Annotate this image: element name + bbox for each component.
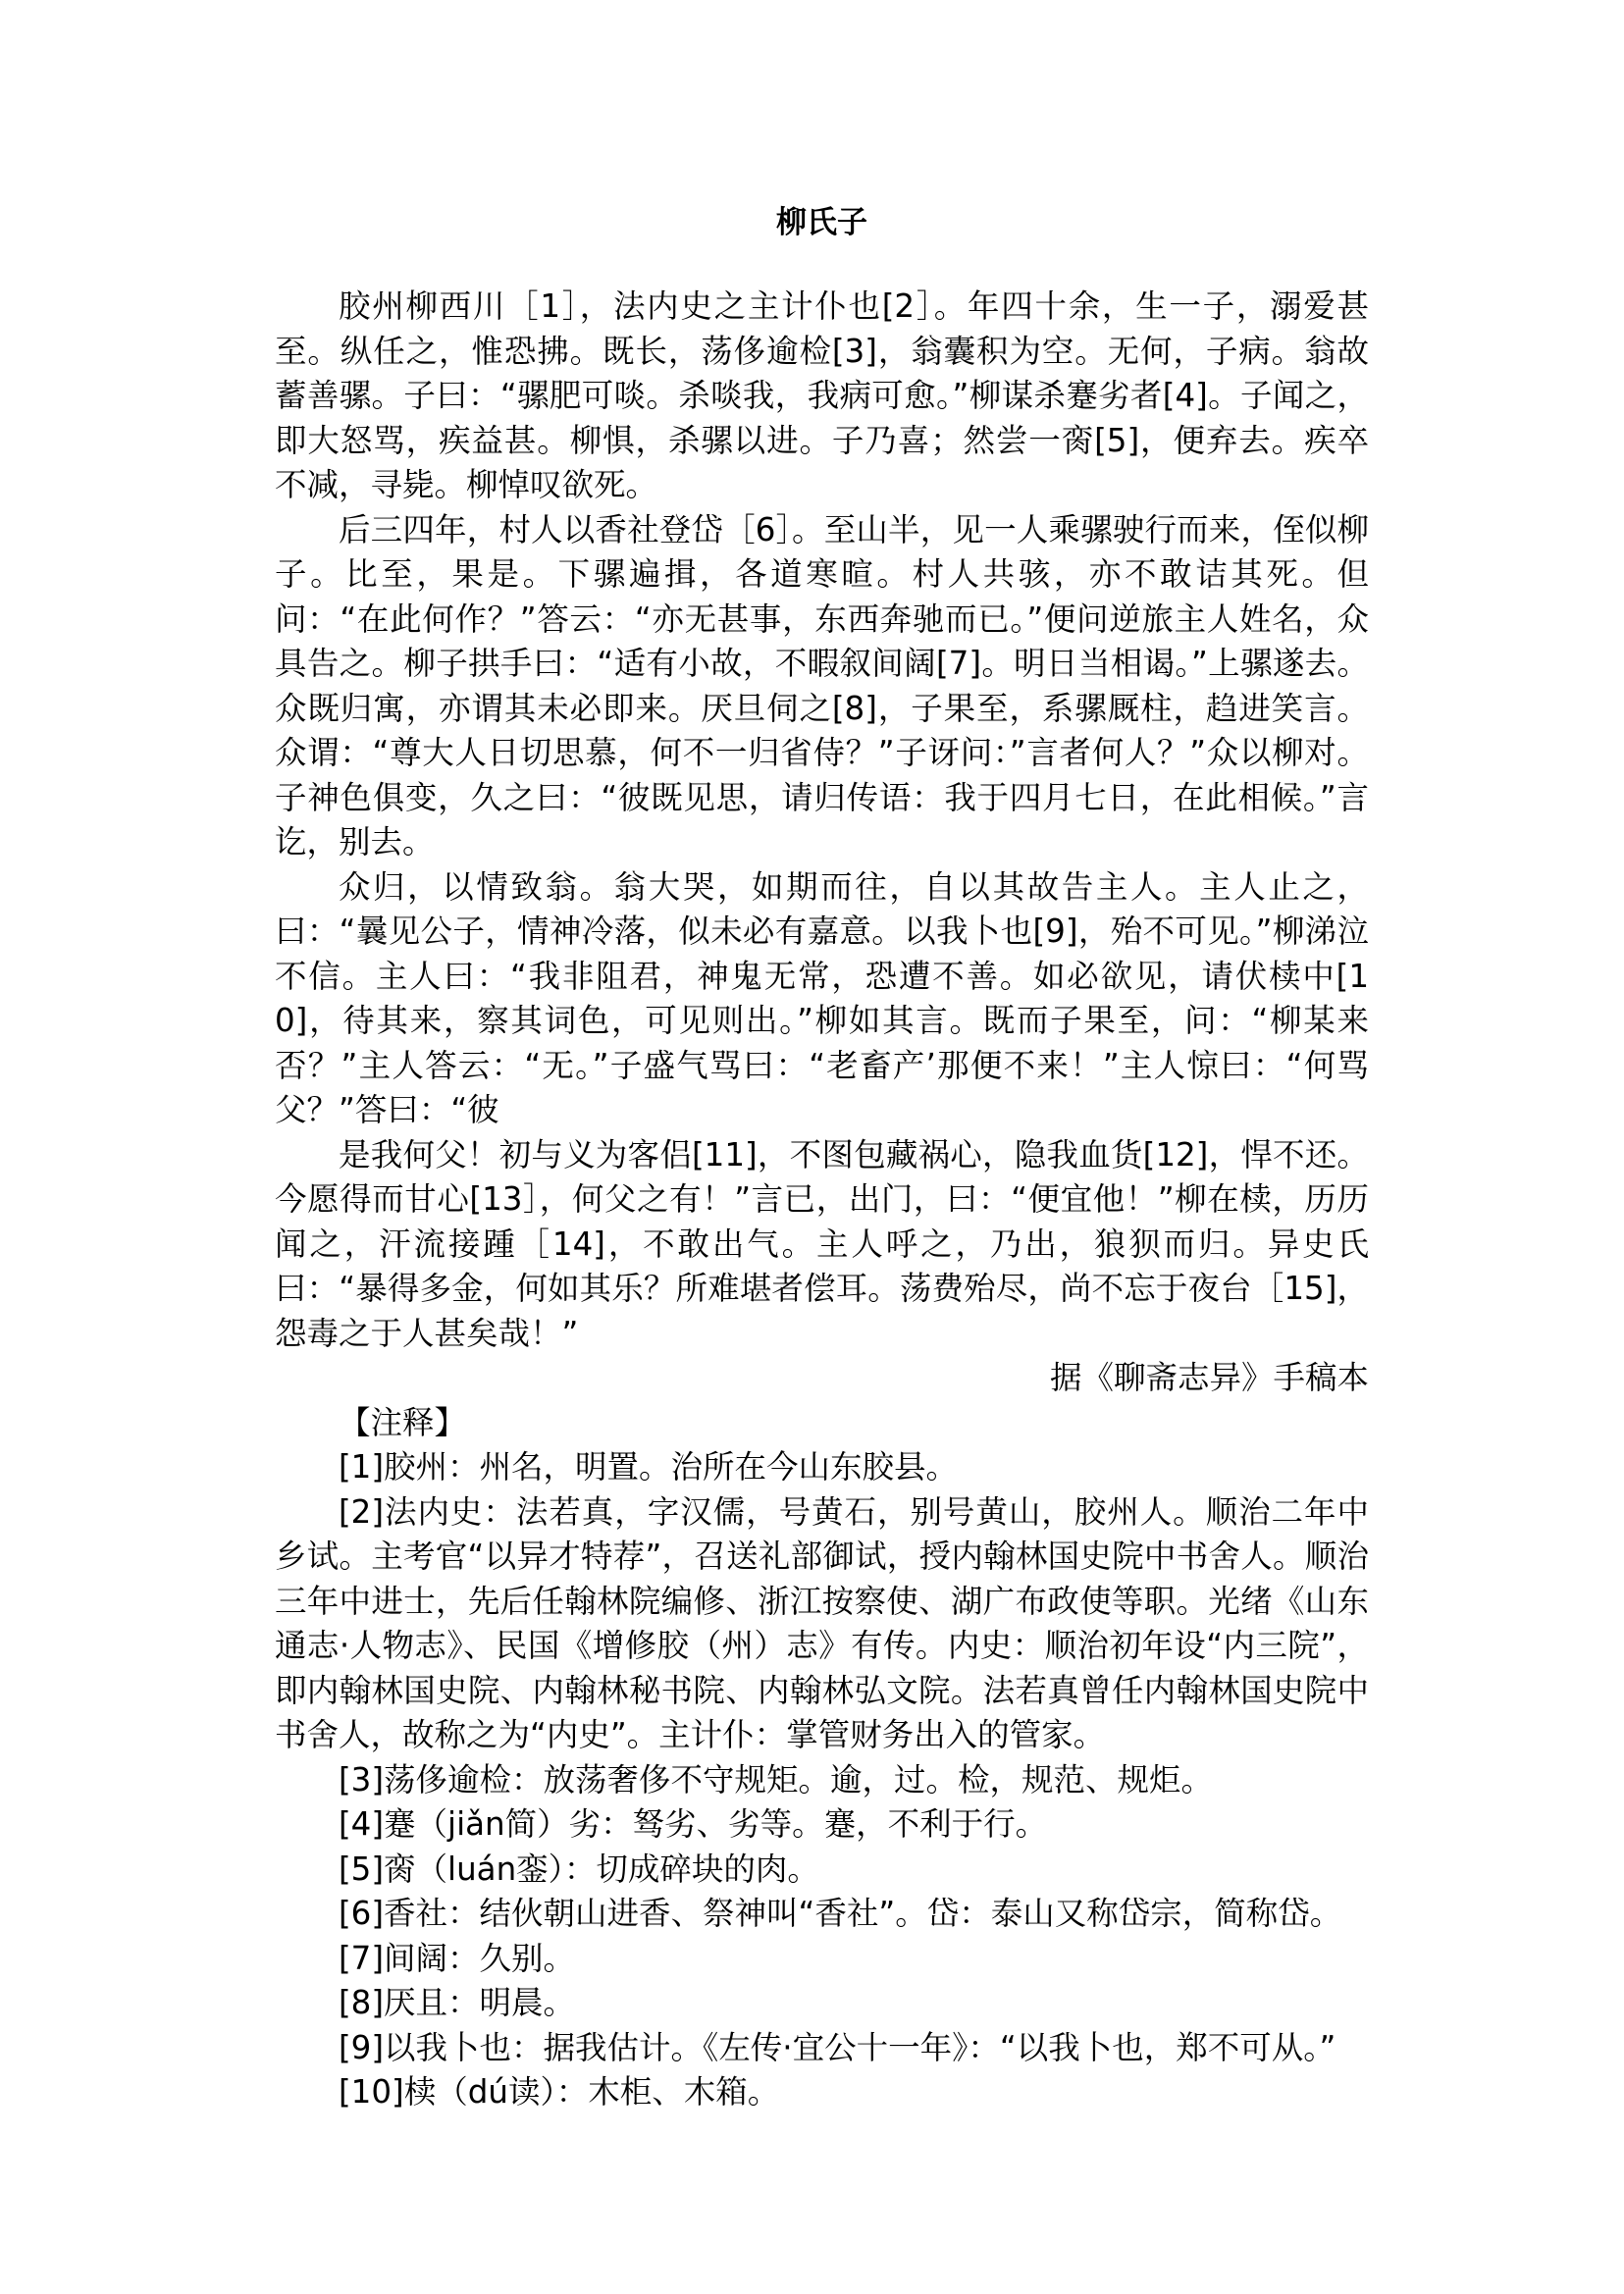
notes-heading: 【注释】 — [339, 1403, 467, 1441]
note-item: [2]法内史：法若真，字汉儒，号黄石，别号黄山，胶州人。顺治二年中乡试。主考官“以异才特荐”，召送礼部御试，授内翰林国史院中书舍人。顺治三年中进士，先后任翰林院编修、浙江按察使、湖广布政使等职。光绪《山东通志·人物志》、民国《增修胶（州）志》有传。内史：顺治初年设“内三院”，即内翰林国史院、内翰林秘书院、内翰林弘文院。法若真曾任内翰林国史院中书舍人，故称之为“内史”。主计仆：掌管财务出入的管家。 — [275, 1492, 1369, 1753]
source-attribution: 据《聊斋志异》手稿本 — [1049, 1359, 1369, 1396]
note-item: [5]脔（luán銮）：切成碎块的肉。 — [339, 1850, 819, 1888]
note-item: [8]厌且：明晨。 — [339, 1984, 576, 2021]
paragraph: 众归，以情致翁。翁大哭，如期而往，自以其故告主人。主人止之，曰：“曩见公子，情神冷落，似未必有嘉意。以我卜也[9]，殆不可见。”柳涕泣不信。主人曰：“我非阻君，神鬼无常，恐遭不善。如必欲见，请伏椟中[10]，待其来，察其词色，可见则出。”柳如其言。既而子果至，问：“柳某来否？”主人答云：“无。”子盛气骂曰：“老畜产’那便不来！”主人惊曰：“何骂父？”答曰：“彼 — [275, 867, 1369, 1128]
note-item: [7]间阔：久别。 — [339, 1939, 576, 1977]
note-item: [9]以我卜也：据我估计。《左传·宜公十一年》：“以我卜也，郑不可从。” — [339, 2028, 1336, 2066]
paragraph: 后三四年，村人以香社登岱［6］。至山半，见一人乘骡驶行而来，侄似柳子。比至，果是。下骡遍揖，各道寒暄。村人共骇，亦不敢诘其死。但问：“在此何作？”答云：“亦无甚事，东西奔驰而已。”便问逆旅主人姓名，众具告之。柳子拱手曰：“适有小故，不暇叙间阔[7]。明日当相谒。”上骡遂去。众既归寓，亦谓其未必即来。厌旦伺之[8]，子果至，系骡厩柱，趋进笑言。众谓：“尊大人日切思慕，何不一归省侍？”子讶问：”言者何人？”众以柳对。子神色俱变，久之曰：“彼既见思，请归传语：我于四月七日，在此相候。”言讫，别去。 — [275, 510, 1369, 860]
note-item: [6]香社：结伙朝山进香、祭神叫“香社”。岱：泰山又称岱宗，简称岱。 — [339, 1895, 1342, 1932]
page-title: 柳氏子 — [776, 205, 867, 240]
note-item: [1]胶州：州名，明置。治所在今山东胶县。 — [339, 1448, 959, 1486]
paragraph: 是我何父！初与义为客侣[11]，不图包藏祸心，隐我血货[12]，悍不还。今愿得而甘心[13］，何父之有！”言已，出门，曰：“便宜他！”柳在椟，历历闻之，汗流接踵［14]，不敢出气。主人呼之，乃出，狼狈而归。异史氏曰：“暴得多金，何如其乐？所难堪者偿耳。荡费殆尽，尚不忘于夜台［15]，怨毒之于人甚矣哉！” — [275, 1135, 1369, 1352]
note-item: [4]蹇（jiǎn简）劣：驽劣、劣等。蹇，不利于行。 — [339, 1805, 1048, 1843]
note-item: [3]荡侈逾检：放荡奢侈不守规矩。逾，过。检，规范、规炬。 — [339, 1760, 1214, 1799]
note-item: [10]椟（dú读）：木柜、木箱。 — [339, 2073, 780, 2111]
article-body — [275, 285, 1369, 2115]
paragraph: 胶州柳西川［1］，法内史之主计仆也[2］。年四十余，生一子，溺爱甚至。纵任之，惟恐拂。既长，荡侈逾检[3]，翁囊积为空。无何，子病。翁故蓄善骡。子曰：“骡肥可啖。杀啖我，我病可愈。”柳谋杀蹇劣者[4]。子闻之，即大怒骂，疾益甚。柳惧，杀骡以进。子乃喜；然尝一脔[5]，便弃去。疾卒不减，寻毙。柳悼叹欲死。 — [275, 287, 1369, 503]
